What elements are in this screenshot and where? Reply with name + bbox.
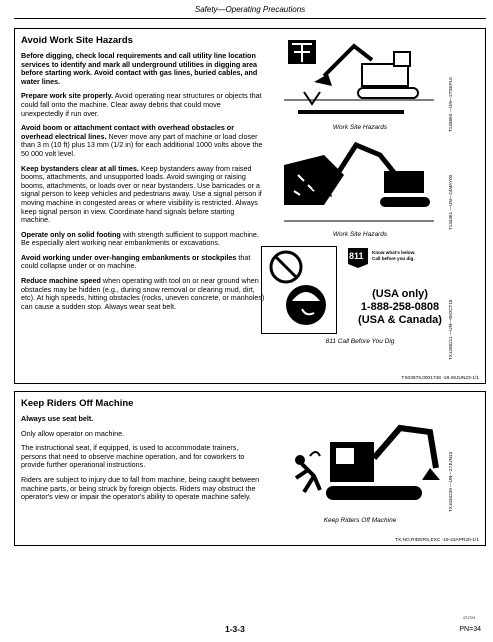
excavator-utility-hazard-figure: [284, 34, 434, 120]
para6-bold: Avoid working under over-hanging embankments or stockpiles: [21, 252, 237, 262]
section2-ref: TX,NO,RIDERS,EXC -19-23APR20-1/1: [395, 538, 479, 543]
para6-text: that could collapse under or on machine.: [21, 252, 251, 271]
page-number: 1-3-3: [225, 624, 245, 634]
footer-small-code: 071724: [463, 616, 475, 620]
para4-bold: Keep bystanders clear at all times.: [21, 163, 139, 173]
page-header: Safety—Operating Precautions: [14, 2, 486, 19]
fig2-code: T133461 —UN—24MAY00: [448, 174, 453, 230]
section1-para2: [21, 92, 265, 118]
para2-text: Avoid operating near structures or objects that could fall onto the machine. Clear away debris that could move unexpectedly if run over.: [21, 91, 262, 118]
para7-bold: Reduce machine speed: [21, 276, 101, 286]
fig1-caption: Work Site Hazards: [332, 124, 388, 131]
section1-para3: [21, 124, 265, 158]
para3-text: Never move any part of machine or load closer than 3 m (10 ft) plus 13 mm (1/2 in) for each additional 1000 volts above the 50 000 volt level.: [21, 131, 263, 158]
fig4-caption: Keep Riders Off Machine: [323, 517, 397, 524]
para2-bold: Prepare work site properly.: [21, 91, 114, 101]
para3-bold: Avoid boom or attachment contact with overhead obstacles or overhead electrical lines.: [21, 123, 234, 141]
para4-text: Keep bystanders away from raised booms, attachments, and unsupported loads. Avoid swinging or raising booms, attachments, or loads over or near bystanders. Use barricades or a signal person to keep vehicles and pedestrians away. Use a signal person if moving machine in congested areas or where visibility is restricted. Always keep signal person in view. Coordinate hand signals before starting machine.: [21, 163, 262, 225]
section2-para2: Only allow operator on machine.: [21, 428, 125, 438]
section1-para5: [21, 231, 265, 248]
excavator-embankment-figure: [284, 135, 434, 227]
section2-title: Keep Riders Off Machine: [21, 398, 134, 409]
phone-info: [340, 288, 460, 327]
logo-text-1: Know what's below.: [372, 250, 416, 255]
section1-para4: [21, 165, 265, 225]
fig1-code: T133650 —UN—27SEP10: [448, 77, 453, 132]
fig3-code: TX1268211 —UN—05OCT18: [448, 299, 453, 360]
section1-para7: [21, 277, 265, 311]
para5-bold: Operate only on solid footing: [21, 229, 121, 239]
section2-para4: Riders are subject to injury due to fall from machine, being caught between machine parts, or being struck by foreign objects. Riders may obstruct the operator's view or impair the operator's ability to operate machine safely.: [21, 474, 260, 502]
fig3-caption: 811 Call Before You Dig: [325, 338, 395, 345]
para7-text: when operating with tool on or near ground when obstacles may be hidden (e.g., during snow removal or clearing mud, dirt, etc). At high speeds, hitting obstacles (rocks, uneven concrete, or manholes) can cause a sudden stop. Always wear seat belt.: [21, 276, 265, 311]
section2-text: [21, 398, 265, 508]
fig4-code: TX1034239 —UN—27JUN13: [448, 451, 453, 512]
para5-text: with strength sufficient to support machine. Be especially alert working near embankments or excavations.: [21, 229, 259, 248]
section1-para6: [21, 254, 265, 271]
no-shovel-icon: [262, 247, 336, 333]
section1-text: [21, 35, 265, 317]
section1-title: Avoid Work Site Hazards: [21, 35, 133, 46]
section1-para1: Before digging, check local requirements and call utility line location services to identify and mark all underground utilities in digging area before starting work. Avoid contact with gas lines, buried cables, and water lines.: [21, 51, 258, 86]
section2-para3: The instructional seat, if equipped, is used to accommodate trainers, persons that need to observe machine operation, and for coworkers to provide further operational instructions.: [21, 443, 245, 470]
phone-line1: (USA only): [372, 288, 428, 300]
phone-line2: 1-888-258-0808: [360, 301, 440, 313]
section1-ref: TX03679,0001748 -19-26JUN23-1/1: [401, 376, 479, 381]
call-811-logo-number: 811: [349, 251, 364, 261]
logo-text-2: Call before you dig.: [372, 256, 415, 261]
fig2-caption: Work Site Hazards: [332, 231, 388, 238]
pn-number: PN=34: [459, 626, 481, 633]
section2-para1: Always use seat belt.: [21, 414, 94, 423]
no-digging-sign: [261, 246, 337, 334]
phone-line3: (USA & Canada): [358, 314, 442, 326]
rider-falling-figure: [290, 418, 440, 510]
